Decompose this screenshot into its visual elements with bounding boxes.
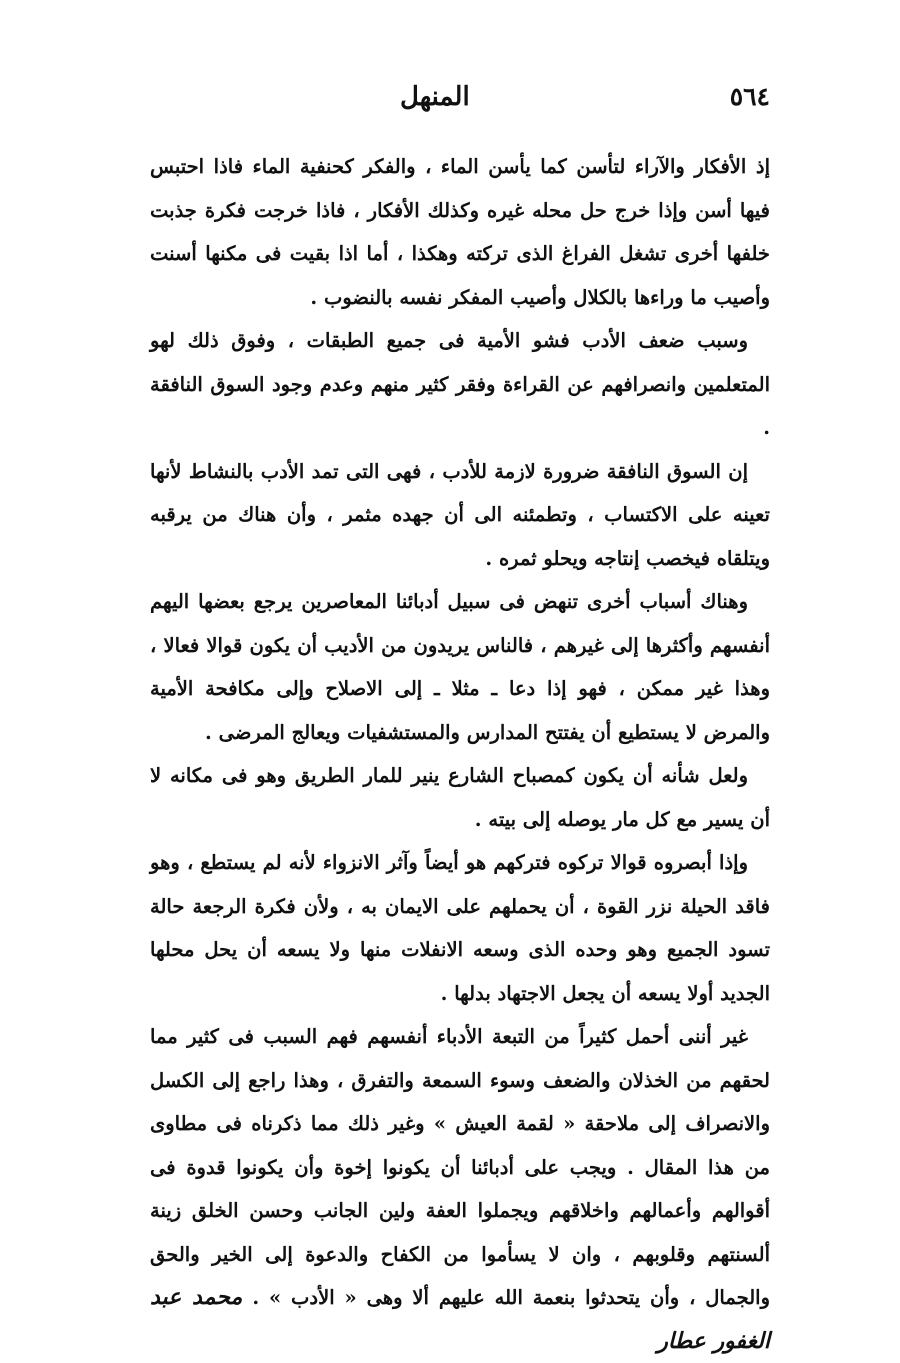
paragraph: إن السوق النافقة ضرورة لازمة للأدب ، فهى التى تمد الأدب بالنشاط لأنها تعينه على الاكتساب ، وتطمئنه الى أن جهده مثمر ، وأن هناك من يرقبه ويتلقاه فيخصب إنتاجه ويحلو ثمره . xyxy=(150,459,770,570)
author-signature: محمد عبد الغفور عطار xyxy=(150,1284,770,1354)
paragraph: وإذا أبصروه قوالا تركوه فتركهم هو أيضاً وآثر الانزواء لأنه لم يستطع ، وهو فاقد الحيلة نزر القوة ، أن يحملهم على الايمان به ، ولأن فكرة الرجعة حالة تسود الجميع وهو وحده الذى وسعه الانفلات منها ولا يسعه أن يحل محلها الجديد أولا يسعه أن يجعل الاجتهاد بدلها . xyxy=(150,851,770,1005)
page-header xyxy=(150,82,770,122)
page-number: ٥٦٤ xyxy=(729,82,770,111)
paragraph: وسبب ضعف الأدب فشو الأمية فى جميع الطبقات ، وفوق ذلك لهو المتعلمين وانصرافهم عن القراءة وفقر كثير منهم وعدم وجود السوق النافقة . xyxy=(150,329,770,439)
running-title: المنهل xyxy=(400,82,470,112)
paragraph: وهناك أسباب أخرى تنهض فى سبيل أدبائنا المعاصرين يرجع بعضها اليهم أنفسهم وأكثرها إلى غيرهم ، فالناس يريدون من الأديب أن يكون قوالا فعالا ، وهذا غير ممكن ، فهو إذا دعا ـ مثلا ـ إلى الاصلاح وإلى مكافحة الأمية والمرض لا يستطيع أن يفتتح المدارس والمستشفيات ويعالج المرضى . xyxy=(150,590,770,744)
article-body xyxy=(150,145,770,1363)
paragraph-text: غير أننى أحمل كثيراً من التبعة الأدباء أنفسهم فهم السبب فى كثير مما لحقهم من الخذلان والضعف وسوء السمعة والتفرق ، وهذا راجع إلى الكسل والانصراف إلى ملاحقة « لقمة العيش » وغير ذلك مما ذكرناه فى مطاوى من هذا المقال . ويجب على أدبائنا أن يكونوا إخوة وأن يكونوا قدوة فى أقوالهم وأعمالهم واخلاقهم ويجملوا العفة ولين الجانب وحسن الخلق زينة ألسنتهم وقلوبهم ، وان لا يسأموا من الكفاح والدعوة إلى الخير والحق والجمال ، وأن يتحدثوا بنعمة الله عليهم ألا وهى « الأدب » . xyxy=(150,1025,771,1309)
paragraph: إذ الأفكار والآراء لتأسن كما يأسن الماء ، والفكر كحنفية الماء فاذا احتبس فيها أسن وإذا خرج حل محله غيره وكذلك الأفكار ، فاذا خرجت فكرة جذبت خلفها أخرى تشغل الفراغ الذى تركته وهكذا ، أما اذا بقيت فى مكنها أسنت وأصيب ما وراءها بالكلال وأصيب المفكر نفسه بالنضوب . xyxy=(150,155,770,309)
paragraph: ولعل شأنه أن يكون كمصباح الشارع ينير للمار الطريق وهو فى مكانه لا أن يسير مع كل مار يوصله إلى بيته . xyxy=(150,764,770,831)
paragraph-with-signature xyxy=(150,1015,770,1363)
